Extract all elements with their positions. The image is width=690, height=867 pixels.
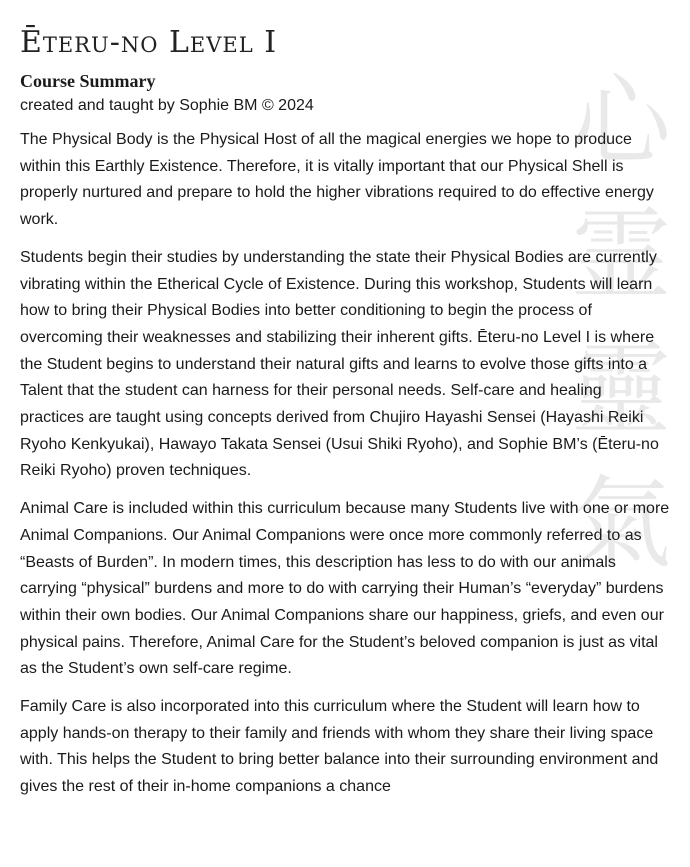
- document-title: Ēteru-no Level I: [20, 25, 278, 60]
- paragraph-animal-care: Animal Care is included within this curriculum because many Students live with one or more Animal Companions. Our Animal Companions were once more commonly referred to as “Beasts of Burden”. In modern times, this description has less to do with our animals carrying “physical” burdens and more to do with carrying their Human’s “everyday” burdens within their own bodies. Our Animal Companions share our happiness, griefs, and even our physical pains. Therefore, Animal Care for the Student’s beloved companion is just as vital as the Student’s own self-care regime.: [20, 500, 670, 678]
- watermark-glyph: 心: [571, 63, 671, 180]
- paragraph-family-care: Family Care is also incorporated into this curriculum where the Student will learn how to apply hands-on therapy to their family and friends with whom they share their living space with. This helps the Student to bring better balance into their surrounding environment and gives the rest of their in-home companions a chance: [20, 698, 659, 796]
- paragraph-physical-body: The Physical Body is the Physical Host of all the magical energies we hope to produce within this Earthly Existence. Therefore, it is vitally important that our Physical Shell is properly nurtured and prepare to hold the higher vibrations required to do effective energy work.: [20, 131, 654, 229]
- author-credit: created and taught by Sophie BM © 2024: [20, 97, 314, 114]
- watermark-glyph: 靈: [571, 331, 671, 448]
- course-summary-heading: Course Summary: [20, 71, 156, 91]
- watermark-glyph: 氣: [571, 465, 671, 582]
- paragraph-students: Students begin their studies by understanding the state their Physical Bodies are currently vibrating within the Etherical Cycle of Existence. During this workshop, Students will learn how to bring their Physical Bodies into better conditioning to begin the process of overcoming their weaknesses and stabilizing their inherent gifts. Ēteru-no Level I is where the Student begins to understand their natural gifts and learns to evolve those gifts into a Talent that the student can harness for their personal needs. Self-care and healing practices are taught using concepts derived from Chujiro Hayashi Sensei (Hayashi Reiki Ryoho Kenkyukai), Hawayo Takata Sensei (Usui Shiki Ryoho), and Sophie BM’s (Ēteru-no Reiki Ryoho) proven techniques.: [20, 248, 659, 480]
- watermark-glyph: 霊: [571, 197, 671, 314]
